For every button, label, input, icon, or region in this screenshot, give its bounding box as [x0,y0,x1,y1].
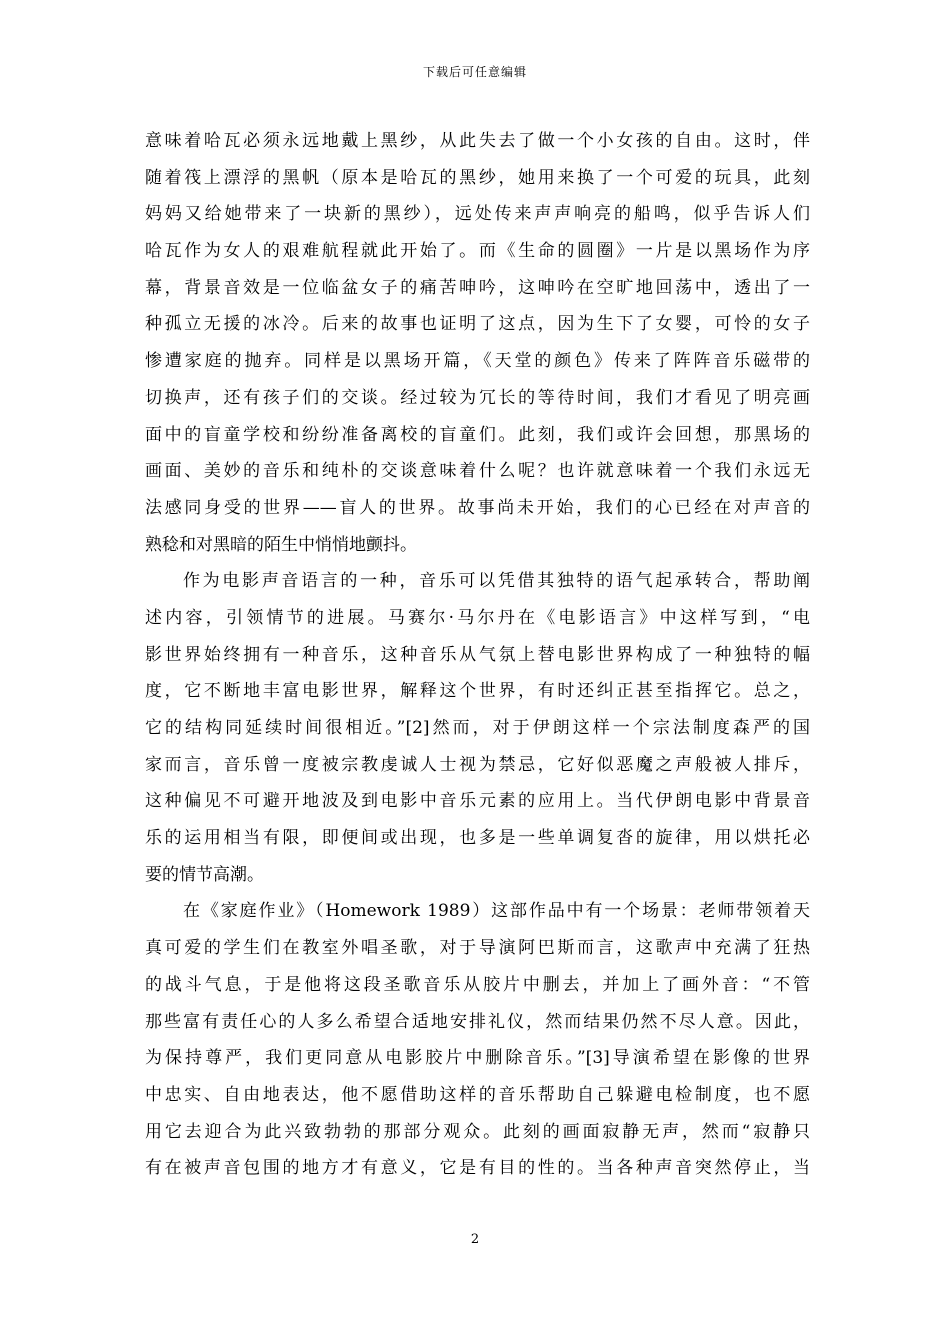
paragraph-line: 要的情节高潮。 [145,864,264,885]
paragraph-line: 法感同身受的世界——盲人的世界。故事尚未开始，我们的心已经在对声音的 [145,497,810,518]
paragraph-line: 述内容，引领情节的进展。马赛尔·马尔丹在《电影语言》中这样写到，“电 [145,607,810,628]
paragraph-line: 随着筏上漂浮的黑帆（原本是哈瓦的黑纱，她用来换了一个可爱的玩具，此刻 [145,167,810,188]
paragraph-line: 的战斗气息，于是他将这段圣歌音乐从胶片中删去，并加上了画外音：“不管 [145,974,810,995]
paragraph-line: 切换声，还有孩子们的交谈。经过较为冗长的等待时间，我们才看见了明亮画 [145,387,810,408]
paragraph-line: 它的结构同延续时间很相近。”[2]然而，对于伊朗这样一个宗法制度森严的国 [145,718,810,738]
paragraph [145,563,810,893]
paragraph-line: 哈瓦作为女人的艰难航程就此开始了。而《生命的圆圈》一片是以黑场作为序 [145,241,810,262]
paragraph-line: 妈妈又给她带来了一块新的黑纱），远处传来声声响亮的船鸣，似乎告诉人们 [145,204,810,225]
paragraph-line: 影世界始终拥有一种音乐，这种音乐从气氛上替电影世界构成了一种独特的幅 [145,644,810,665]
page-number: 2 [470,1232,480,1247]
paragraph-line: 在《家庭作业》（Homework 1989）这部作品中有一个场景：老师带领着天 [183,901,810,922]
paragraph-line: 意味着哈瓦必须永远地戴上黑纱，从此失去了做一个小女孩的自由。这时，伴 [145,131,810,151]
paragraph-line: 乐的运用相当有限，即便间或出现，也多是一些单调复沓的旋律，用以烘托必 [145,828,810,849]
paragraph-line: 中忠实、自由地表达，他不愿借助这样的音乐帮助自己躲避电检制度，也不愿 [145,1084,810,1105]
paragraph-line: 熟稔和对黑暗的陌生中悄悄地颤抖。 [145,534,417,555]
paragraph [145,893,810,1187]
paragraph-line: 度，它不断地丰富电影世界，解释这个世界，有时还纠正甚至指挥它。总之， [145,681,810,702]
paragraph-line: 那些富有责任心的人多么希望合适地安排礼仪，然而结果仍然不尽人意。因此， [145,1011,810,1032]
paragraph-line: 作为电影声音语言的一种，音乐可以凭借其独特的语气起承转合，帮助阐 [183,571,810,592]
paragraph-line: 这种偏见不可避开地波及到电影中音乐元素的应用上。当代伊朗电影中背景音 [145,791,810,812]
paragraph-line: 幕，背景音效是一位临盆女子的痛苦呻吟，这呻吟在空旷地回荡中，透出了一 [145,277,810,298]
paragraph-line: 画面、美妙的音乐和纯朴的交谈意味着什么呢？也许就意味着一个我们永远无 [145,461,810,482]
paragraph-line: 种孤立无援的冰冷。后来的故事也证明了这点，因为生下了女婴，可怜的女子 [145,314,810,335]
body-text [145,123,810,1187]
paragraph-line: 用它去迎合为此兴致勃勃的那部分观众。此刻的画面寂静无声，然而“寂静只 [145,1121,810,1142]
paragraph [145,123,810,563]
paragraph-line: 惨遭家庭的抛弃。同样是以黑场开篇，《天堂的颜色》传来了阵阵音乐磁带的 [145,351,810,372]
paragraph-line: 为保持尊严，我们更同意从电影胶片中删除音乐。”[3]导演希望在影像的世界 [145,1048,810,1069]
page-header: 下载后可任意编辑 [422,65,527,79]
paragraph-line: 面中的盲童学校和纷纷准备离校的盲童们。此刻，我们或许会回想，那黑场的 [145,424,810,445]
paragraph-line: 真可爱的学生们在教室外唱圣歌，对于导演阿巴斯而言，这歌声中充满了狂热 [145,938,810,959]
paragraph-line: 家而言，音乐曾一度被宗教虔诚人士视为禁忌，它好似恶魔之声般被人排斥， [145,754,810,775]
paragraph-line: 有在被声音包围的地方才有意义，它是有目的性的。当各种声音突然停止，当 [145,1158,810,1179]
